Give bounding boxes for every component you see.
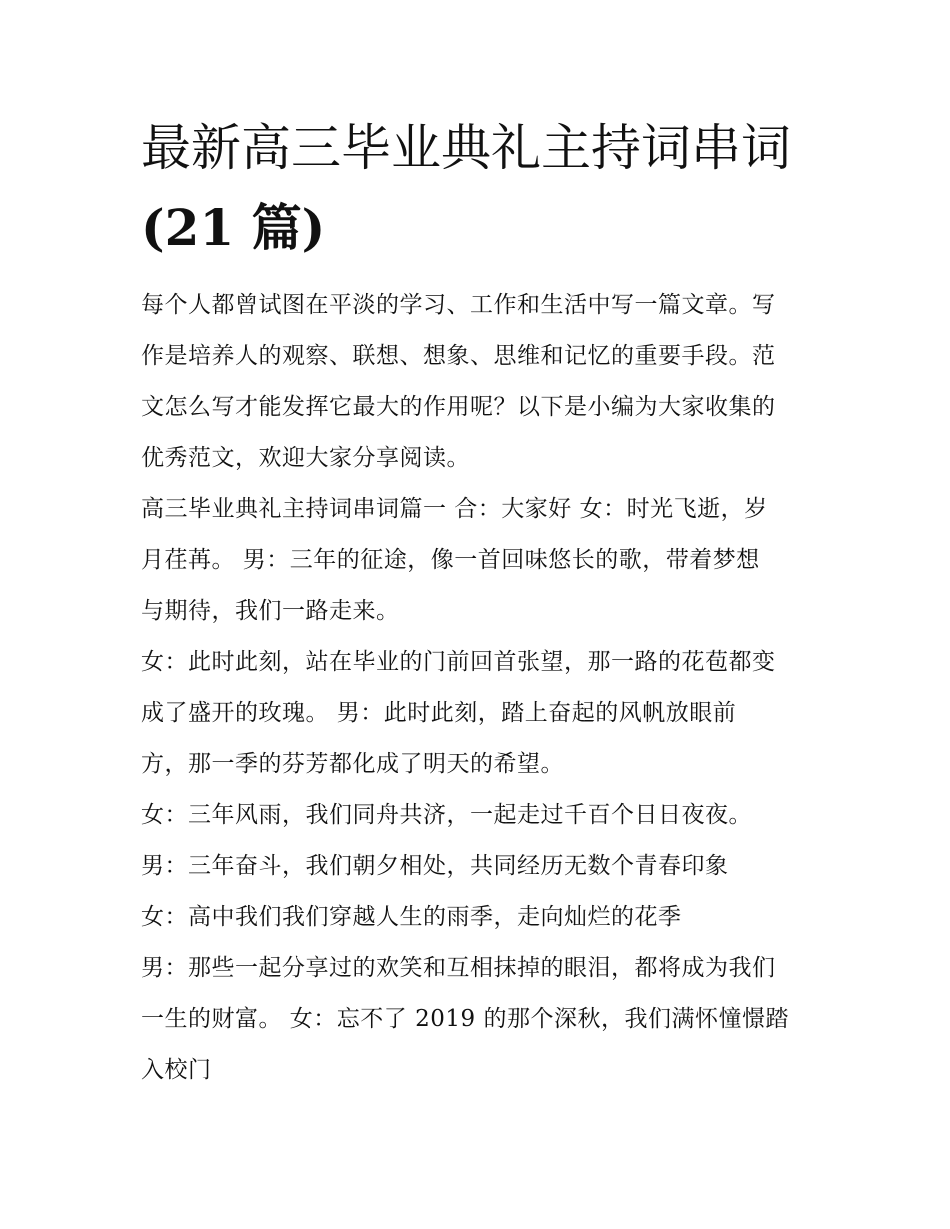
title-line-2: (21 篇) [141, 198, 326, 257]
document-title [141, 108, 813, 268]
dialogue-paragraph [141, 790, 813, 841]
paragraph-line: 成了盛开的玫瑰。 男：此时此刻，踏上奋起的风帆放眼前 [141, 700, 737, 726]
paragraph-line: 方，那一季的芬芳都化成了明天的希望。 [141, 751, 564, 777]
paragraph-line: 男：三年奋斗，我们朝夕相处，共同经历无数个青春印象 [141, 853, 729, 879]
dialogue-paragraph [141, 943, 813, 1096]
paragraph-line: 作是培养人的观察、联想、想象、思维和记忆的重要手段。范 [141, 343, 776, 369]
paragraph-line: 男：那些一起分享过的欢笑和互相抹掉的眼泪，都将成为我们 [141, 955, 776, 981]
dialogue-paragraph [141, 637, 813, 790]
paragraph-line: 入校门 [141, 1057, 212, 1083]
paragraph-line: 女：此时此刻，站在毕业的门前回首张望，那一路的花苞都变 [141, 649, 776, 675]
paragraph-line: 优秀范文，欢迎大家分享阅读。 [141, 445, 470, 471]
paragraph-line: 与期待，我们一路走来。 [141, 598, 400, 624]
title-line-1: 最新高三毕业典礼主持词串词 [141, 119, 791, 177]
paragraph-line: 一生的财富。 女：忘不了 2019 的那个深秋，我们满怀憧憬踏 [141, 1006, 789, 1032]
paragraph-line: 高三毕业典礼主持词串词篇一 合：大家好 女：时光飞逝，岁 [141, 496, 768, 522]
section-1-opening-paragraph [141, 484, 813, 637]
intro-paragraph [141, 280, 813, 484]
document-body [141, 108, 813, 1096]
paragraph-line: 女：三年风雨，我们同舟共济，一起走过千百个日日夜夜。 [141, 802, 752, 828]
paragraph-line: 每个人都曾试图在平淡的学习、工作和生活中写一篇文章。写 [141, 292, 776, 318]
paragraph-line: 女：高中我们我们穿越人生的雨季，走向灿烂的花季 [141, 904, 682, 930]
dialogue-paragraph [141, 841, 813, 892]
paragraph-line: 文怎么写才能发挥它最大的作用呢？以下是小编为大家收集的 [141, 394, 776, 420]
paragraph-line: 月荏苒。 男：三年的征途，像一首回味悠长的歌，带着梦想 [141, 547, 760, 573]
dialogue-paragraph [141, 892, 813, 943]
